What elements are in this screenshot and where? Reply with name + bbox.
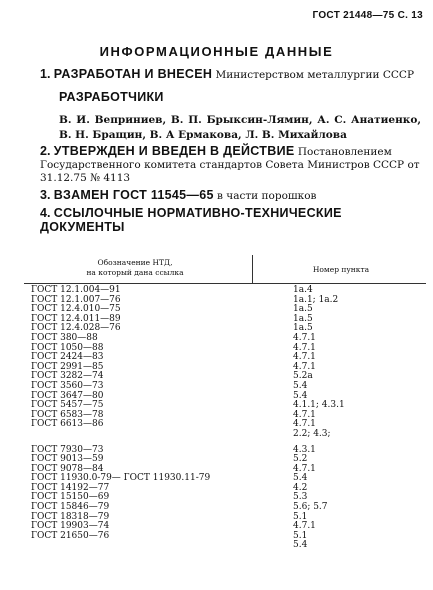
item-number: 1а.5 bbox=[293, 323, 313, 334]
column-header-item-number: Номер пункта bbox=[312, 265, 370, 274]
section-4-number: 4. bbox=[40, 206, 51, 220]
column-header-designation bbox=[24, 258, 246, 278]
item-number: 5.1 bbox=[293, 530, 308, 541]
item-number: 4.7.1 bbox=[293, 409, 316, 420]
section-2-text: Постановлением Государственного комитета стандартов Совета Министров СССР от 31.12.75 № 4113 bbox=[40, 146, 420, 184]
item-number: 5.1 bbox=[293, 511, 308, 522]
developers-heading bbox=[59, 91, 421, 105]
ntd-designation: ГОСТ 3282—74 bbox=[31, 371, 104, 382]
item-number: 5.4 bbox=[293, 540, 308, 551]
ntd-designation: ГОСТ 380—88 bbox=[31, 332, 98, 343]
section-3-lead: ВЗАМЕН ГОСТ 11545—65 bbox=[53, 188, 214, 202]
column-header-designation-line1: Обозначение НТД, bbox=[97, 258, 173, 267]
ntd-designation: ГОСТ 12.4.011—89 bbox=[31, 313, 121, 324]
section-3-number: 3. bbox=[40, 188, 51, 202]
item-number: 5.2а bbox=[293, 371, 313, 382]
ntd-designation: ГОСТ 2991—85 bbox=[31, 361, 104, 372]
ntd-designation: ГОСТ 12.1.007—76 bbox=[31, 294, 121, 305]
item-number: 5.6; 5.7 bbox=[293, 502, 328, 513]
ntd-designation: ГОСТ 19903—74 bbox=[31, 521, 110, 532]
section-4-lead: ССЫЛОЧНЫЕ НОРМАТИВНО-ТЕХНИЧЕСКИЕ ДОКУМЕНТЫ bbox=[40, 206, 342, 234]
item-number: 5.4 bbox=[293, 380, 308, 391]
item-number: 5.4 bbox=[293, 473, 308, 484]
section-2-number: 2. bbox=[40, 144, 51, 158]
section-4 bbox=[40, 207, 421, 235]
ntd-designation: ГОСТ 11930.0-79— ГОСТ 11930.11-79 bbox=[31, 473, 211, 484]
item-number: 4.7.1 bbox=[293, 361, 316, 372]
item-number: 1а.5 bbox=[293, 304, 313, 315]
item-number: 4.3.1 bbox=[293, 444, 316, 455]
item-number: 5.4 bbox=[293, 390, 308, 401]
ntd-designation: ГОСТ 9078—84 bbox=[31, 463, 104, 474]
section-2-lead: УТВЕРЖДЕН И ВВЕДЕН В ДЕЙСТВИЕ bbox=[53, 144, 295, 158]
section-1-text: Министерством металлургии СССР bbox=[215, 69, 415, 81]
ntd-designation: ГОСТ 12.4.010—75 bbox=[31, 304, 121, 315]
item-number: 4.1.1; 4.3.1 bbox=[293, 400, 345, 411]
column-divider bbox=[252, 255, 253, 283]
ntd-designation: ГОСТ 15150—69 bbox=[31, 492, 110, 503]
section-3 bbox=[40, 189, 421, 203]
item-number: 1а.4 bbox=[293, 285, 313, 295]
section-3-text: в части порошков bbox=[217, 190, 317, 202]
ntd-designation: ГОСТ 5457—75 bbox=[31, 400, 104, 411]
section-1 bbox=[40, 68, 421, 82]
item-number: 4.2 bbox=[293, 482, 308, 493]
section-1-number: 1. bbox=[40, 67, 51, 81]
table-row bbox=[31, 430, 411, 440]
table-row bbox=[31, 541, 411, 551]
ntd-designation: ГОСТ 14192—77 bbox=[31, 482, 110, 493]
item-number: 4.7.1 bbox=[293, 352, 316, 363]
developers-names: В. И. Веприниев, В. П. Брыксин-Лямин, А. С. Анатиенко, В. Н. Бращин, В. А Ермакова, Л. В. Михайлова bbox=[59, 114, 421, 141]
ntd-designation: ГОСТ 6613—86 bbox=[31, 419, 104, 430]
reference-table-header bbox=[24, 255, 426, 284]
section-2 bbox=[40, 145, 421, 185]
item-number: 4.7.1 bbox=[293, 463, 316, 474]
ntd-designation: ГОСТ 3647—80 bbox=[31, 390, 104, 401]
ntd-designation: ГОСТ 2424—83 bbox=[31, 352, 104, 363]
ntd-designation: ГОСТ 18318—79 bbox=[31, 511, 110, 522]
table-row bbox=[31, 420, 411, 430]
ntd-designation: ГОСТ 12.1.004—91 bbox=[31, 285, 121, 295]
developers-lead: РАЗРАБОТЧИКИ bbox=[59, 90, 164, 104]
item-number: 5.2 bbox=[293, 454, 308, 465]
ntd-designation: ГОСТ 1050—88 bbox=[31, 342, 104, 353]
item-number: 4.7.1 bbox=[293, 419, 316, 430]
ntd-designation: ГОСТ 12.4.028—76 bbox=[31, 323, 121, 334]
ntd-designation: ГОСТ 21650—76 bbox=[31, 530, 110, 541]
section-1-lead: РАЗРАБОТАН И ВНЕСЕН bbox=[53, 67, 213, 81]
ntd-designation: ГОСТ 15846—79 bbox=[31, 502, 110, 513]
item-number: 4.7.1 bbox=[293, 342, 316, 353]
item-number: 4.7.1 bbox=[293, 332, 316, 343]
ntd-designation: ГОСТ 3560—73 bbox=[31, 380, 104, 391]
item-number: 5.3 bbox=[293, 492, 308, 503]
reference-table-body bbox=[31, 286, 411, 551]
page-header: ГОСТ 21448—75 С. 13 bbox=[312, 10, 423, 21]
item-number: 1а.1; 1а.2 bbox=[293, 294, 339, 305]
table-row bbox=[31, 532, 411, 542]
item-number: 1а.5 bbox=[293, 313, 313, 324]
ntd-designation: ГОСТ 7930—73 bbox=[31, 444, 104, 455]
ntd-designation: ГОСТ 9013—59 bbox=[31, 454, 104, 465]
item-number: 4.7.1 bbox=[293, 521, 316, 532]
column-header-designation-line2: на который дана ссылка bbox=[86, 268, 184, 277]
item-number: 2.2; 4.3; bbox=[293, 428, 331, 439]
document-title: ИНФОРМАЦИОННЫЕ ДАННЫЕ bbox=[99, 44, 334, 59]
ntd-designation: ГОСТ 6583—78 bbox=[31, 409, 104, 420]
